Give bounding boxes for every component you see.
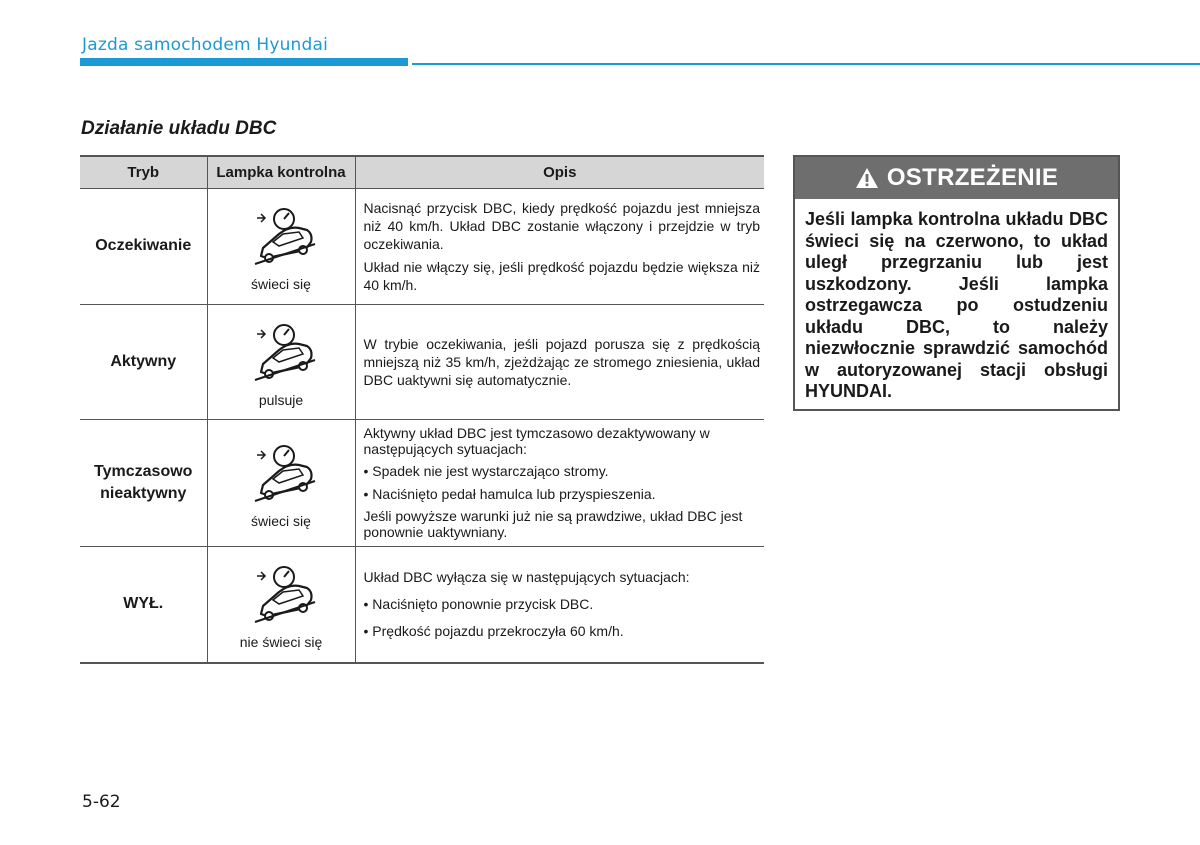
warning-header (795, 157, 1118, 199)
description-paragraph: Aktywny układ DBC jest tymczasowo dezaktywowany w następujących sytuacjach: (363, 425, 710, 457)
column-header-mode: Tryb (80, 156, 207, 188)
description-bullet: • Naciśnięto pedał hamulca lub przyspieszenia. (363, 486, 656, 502)
description-paragraph: Układ DBC wyłącza się w następujących sytuacjach: (363, 569, 690, 586)
description-paragraph: W trybie oczekiwania, jeśli pojazd porusza się z prędkością mniejszą niż 35 km/h, zjeżdżając ze stromego zniesienia, układ DBC uaktywni się automatycznie. (363, 335, 760, 388)
description-bullet: • Prędkość pojazdu przekroczyła 60 km/h. (363, 623, 624, 640)
page-number: 5-62 (82, 792, 121, 812)
column-header-description: Opis (355, 156, 764, 188)
lamp-status: nie świeci się (239, 634, 323, 651)
header-rule-thick (80, 58, 408, 66)
chapter-title: Jazda samochodem Hyundai (82, 35, 329, 55)
mode-cell: Oczekiwanie (80, 188, 207, 304)
description-paragraph: Jeśli powyższe warunki już nie są prawdziwe, układ DBC jest ponownie uaktywniany. (363, 508, 743, 540)
lamp-status: pulsuje (258, 391, 304, 408)
lamp-cell (207, 188, 355, 304)
warning-title: OSTRZEŻENIE (886, 164, 1059, 191)
description-cell (355, 419, 764, 546)
lamp-cell (207, 419, 355, 546)
warning-text: Jeśli lampka kontrolna układu DBC świeci się na czerwono, to układ uległ przegrzaniu lub jest uszkodzony. Jeśli lampka ostrzegawcza po ostudzeniu układu DBC, to należy niezwłocznie sprawdzić samochód w autoryzowanej stacji obsługi HYUNDAI. (805, 209, 1108, 401)
dbc-indicator-icon (243, 316, 323, 382)
column-header-lamp: Lampka kontrolna (207, 156, 355, 188)
header-rule-thin (412, 63, 1200, 65)
mode-label-line2: nieaktywny (100, 484, 187, 502)
mode-cell (80, 419, 207, 546)
mode-label-line1: Tymczasowo (94, 462, 193, 480)
dbc-indicator-icon (243, 200, 323, 266)
lamp-status: świeci się (251, 512, 311, 529)
dbc-indicator-icon (243, 437, 323, 503)
description-paragraph: Nacisnąć przycisk DBC, kiedy prędkość pojazdu jest mniejsza niż 40 km/h. Układ DBC zostanie włączony i przejdzie w tryb oczekiwania. (363, 199, 760, 252)
warning-box (793, 155, 1120, 411)
dbc-indicator-icon (243, 558, 323, 624)
description-cell (355, 304, 764, 419)
mode-cell: Aktywny (80, 304, 207, 419)
table-row (80, 546, 764, 663)
lamp-status: świeci się (251, 276, 311, 292)
lamp-cell (207, 546, 355, 663)
warning-triangle-icon (855, 167, 879, 189)
table-row (80, 419, 764, 546)
description-paragraph: Układ nie włączy się, jeśli prędkość pojazdu będzie większa niż 40 km/h. (363, 258, 760, 293)
description-bullet: • Spadek nie jest wystarczająco stromy. (363, 463, 609, 479)
lamp-cell (207, 304, 355, 419)
description-cell (355, 546, 764, 663)
mode-cell: WYŁ. (80, 546, 207, 663)
section-heading: Działanie układu DBC (81, 118, 277, 139)
description-bullet: • Naciśnięto ponownie przycisk DBC. (363, 596, 594, 613)
table-row (80, 188, 764, 304)
table-header-row (80, 156, 764, 188)
dbc-modes-table (80, 155, 764, 664)
table-row (80, 304, 764, 419)
description-cell (355, 188, 764, 304)
